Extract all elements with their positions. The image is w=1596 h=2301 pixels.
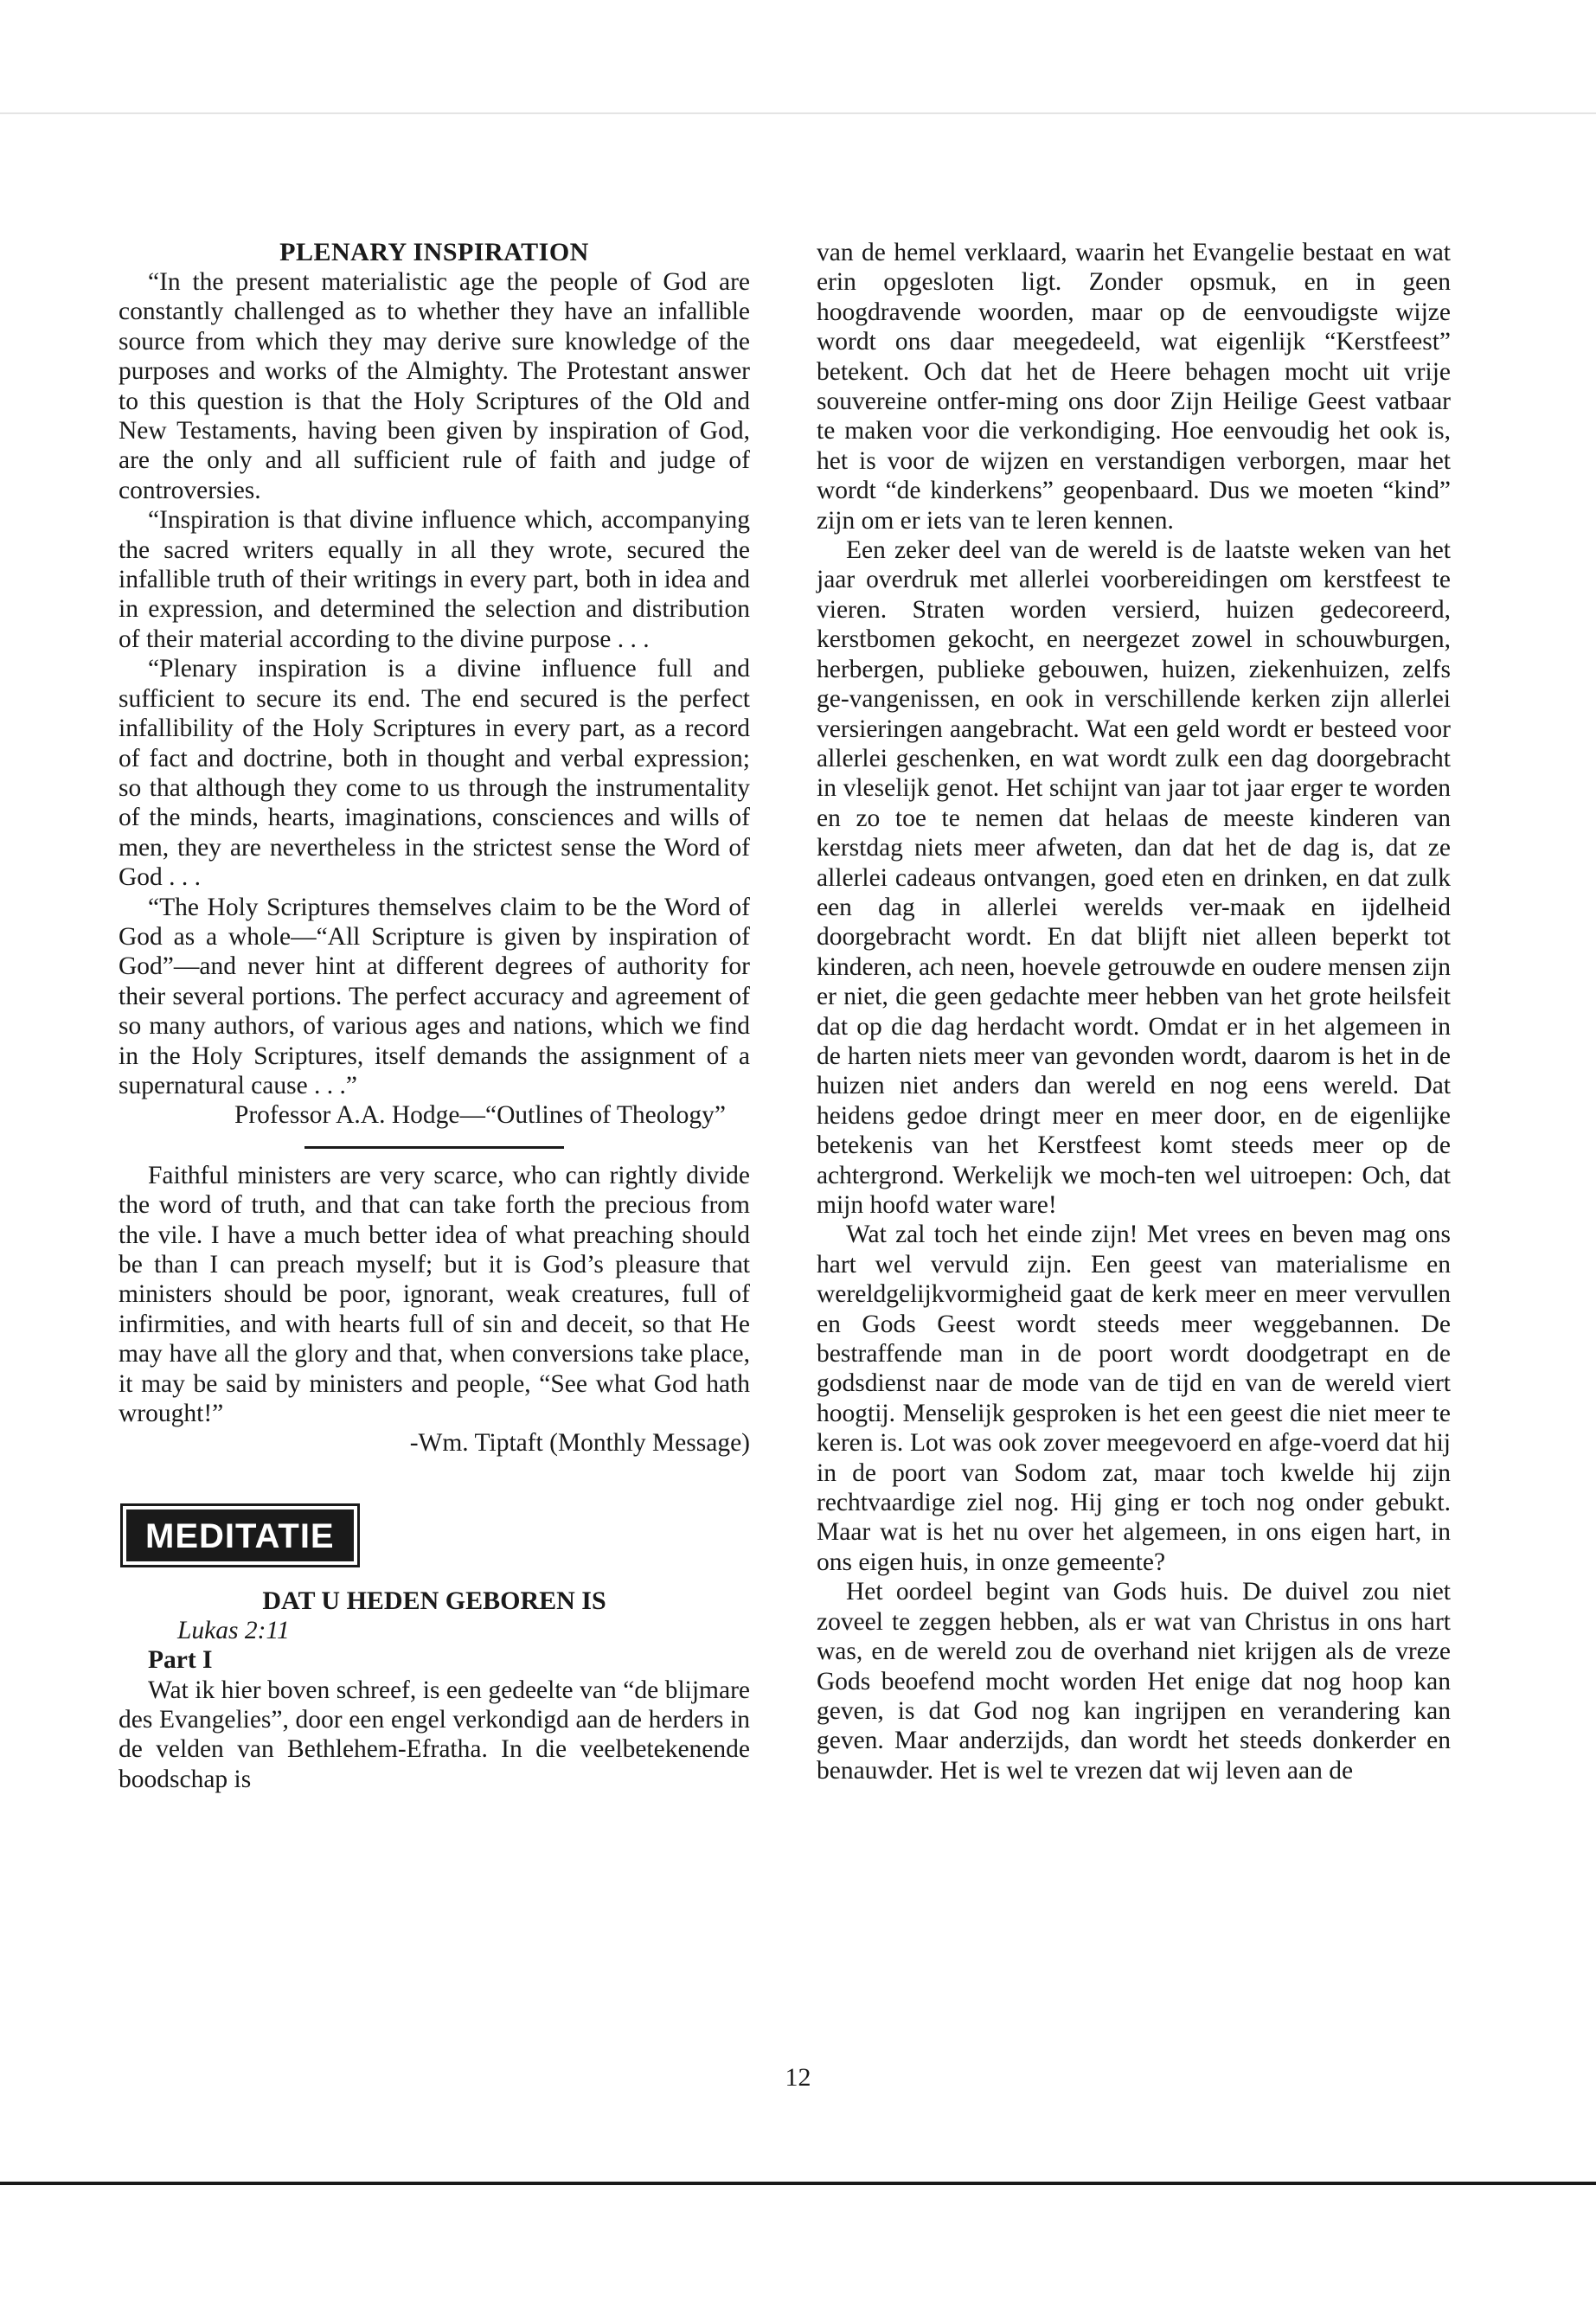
paragraph: Een zeker deel van de wereld is de laatste weken van het jaar overdruk met allerlei voorbereidingen om kerstfeest te vieren. Straten worden versierd, huizen gedecoreerd, kerstbomen gekocht, en neergezet zowel in schouwburgen, herbergen, publieke gebouwen, huizen, ziekenhuizen, zelfs ge-vangenissen, en ook in verschillende kerken zijn allerlei versieringen aangebracht. Wat een geld wordt er besteed voor allerlei geschenken, en wat wordt zulk een dag doorgebracht in vleselijk genot. Het schijnt van jaar tot jaar erger te worden en zo toe te nemen dat helaas de meeste kinderen van kerstdag niets meer afweten, dan dat het de dag is, dat ze allerlei cadeaus ontvangen, goed eten en drinken, en dat zulk een dag in allerlei werelds ver-maak en ijdelheid doorgebracht wordt. En dat blijft niet alleen beperkt tot kinderen, ach neen, hoevele getrouwde en oudere mensen zijn er niet, die geen gedachte meer hebben van het grote heilsfeit dat op die dag herdacht wordt. Omdat er in het algemeen in de harten niets meer van gevonden wordt, daarom is het in de huizen niet anders dan wereld en nog eens wereld. Dat heidens gedoe dringt meer en meer door, en de eigenlijke betekenis van het Kerstfeest komt steeds meer op de achtergrond. Werkelijk we moch-ten wel uitroepen: Och, dat mijn hoofd water ware! [817,536,1451,1219]
left-column [119,238,750,1794]
paragraph: Het oordeel begint van Gods huis. De duivel zou niet zoveel te zeggen hebben, als er wat van Christus in ons hart was, en de wereld zou de overhand niet krijgen als de vreze Gods beoefend mocht worden Het enige dat nog hoop kan geven, is dat God nog kan ingrijpen en verandering kan geven. Maar anderzijds, dan wordt het steeds donkerder en benauwder. Het is wel te vrezen dat wij leven aan de [817,1578,1451,1785]
tiptaft-paragraph: Faithful ministers are very scarce, who can rightly divide the word of truth, and that can take forth the precious from the vile. I have a much better idea of what preaching should be than I can preach myself; but it is God’s pleasure that ministers should be poor, ignorant, weak creatures, full of infirmities, and with hearts full of sin and deceit, so that He may have all the glory and that, when conversions take place, it may be said by ministers and people, “See what God hath wrought!” [119,1161,750,1428]
meditation-intro-paragraph: Wat ik hier boven schreef, is een gedeelte van “de blijmare des Evangelies”, door een engel verkondigd aan de herders in de velden van Bethlehem-Efratha. In die veelbetekenende boodschap is [119,1676,750,1793]
tiptaft-attribution: -Wm. Tiptaft (Monthly Message) [409,1429,750,1458]
paragraph: van de hemel verklaard, waarin het Evangelie bestaat en wat erin opgesloten ligt. Zonder opsmuk, en in geen hoogdravende woorden, maar op de eenvoudigste wijze wordt ons daar meegedeeld, wat eigenlijk “Kerstfeest” betekent. Och dat het de Heere behagen mocht uit vrije souvereine ontfer-ming ons door Zijn Heilige Geest vatbaar te maken voor die verkondiging. Hoe eenvoudig het ook is, het is voor de wijzen en verstandigen verborgen, maar het wordt “de kinderkens” geopenbaard. Dus we moeten “kind” zijn om er iets van te leren kennen. [817,239,1451,535]
part-label: Part I [148,1646,213,1675]
section-divider [304,1146,564,1149]
paragraph: Wat zal toch het einde zijn! Met vrees en beven mag ons hart wel vervuld zijn. Een geest van materialisme en wereldgelijkvormigheid gaat de kerk meer en meer vervullen en Gods Geest wordt steeds meer weggebannen. De bestraffende man in de poort wordt doodgetrapt en de godsdienst naar de mode van de tijd en van de wereld viert hoogtij. Menselijk gesproken is het een geest die niet meer te keren is. Lot was ook zover meegevoerd en afge-voerd dat hij in de poort van Sodom zat, maar toch kwelde hij zijn rechtvaardige ziel nog. Hij ging er toch nog onder gebukt. Maar wat is het nu over het algemeen, in ons eigen hart, in ons eigen huis, in onze gemeente? [817,1221,1451,1576]
top-scan-edge [0,112,1596,114]
hodge-attribution: Professor A.A. Hodge—“Outlines of Theology” [234,1101,726,1130]
paragraph: “The Holy Scriptures themselves claim to be the Word of God as a whole—“All Scripture is given by inspiration of God”—and never hint at different degrees of authority for their several portions. The perfect accuracy and agreement of so many authors, of various ages and nations, which we find in the Holy Scriptures, itself demands the assignment of a supernatural cause . . .” [119,893,750,1099]
meditatie-badge [120,1503,360,1567]
page-number: 12 [785,2063,811,2092]
paragraph: “Plenary inspiration is a divine influence full and sufficient to secure its end. The end secured is the perfect infallibility of the Holy Scriptures in every part, as a record of fact and doctrine, both in thought and verbal expression; so that although they come to us through the instrumentality of the minds, hearts, imaginations, consciences and wills of men, they are nevertheless in the strictest sense the Word of God . . . [119,655,750,892]
paragraph: “In the present materialistic age the people of God are constantly challenged as to whether they have an infallible source from which they may derive sure knowledge of the purposes and works of the Almighty. The Protestant answer to this question is that the Holy Scriptures of the Old and New Testaments, having been given by inspiration of God, are the only and all sufficient rule of faith and judge of controversies. [119,268,750,504]
meditatie-badge-label: MEDITATIE [126,1509,354,1561]
meditation-title: DAT U HEDEN GEBOREN IS [262,1586,606,1615]
bottom-scan-edge [0,2182,1596,2185]
article-title-plenary-inspiration: PLENARY INSPIRATION [279,238,589,266]
right-column [817,238,1451,1785]
scripture-reference: Lukas 2:11 [177,1616,290,1644]
plenary-inspiration-body [119,267,750,1100]
paragraph: “Inspiration is that divine influence which, accompanying the sacred writers equally in all they wrote, secured the infallible truth of their writings in every part, both in idea and in expression, and determined the selection and distribution of their material according to the divine purpose . . . [119,506,750,653]
